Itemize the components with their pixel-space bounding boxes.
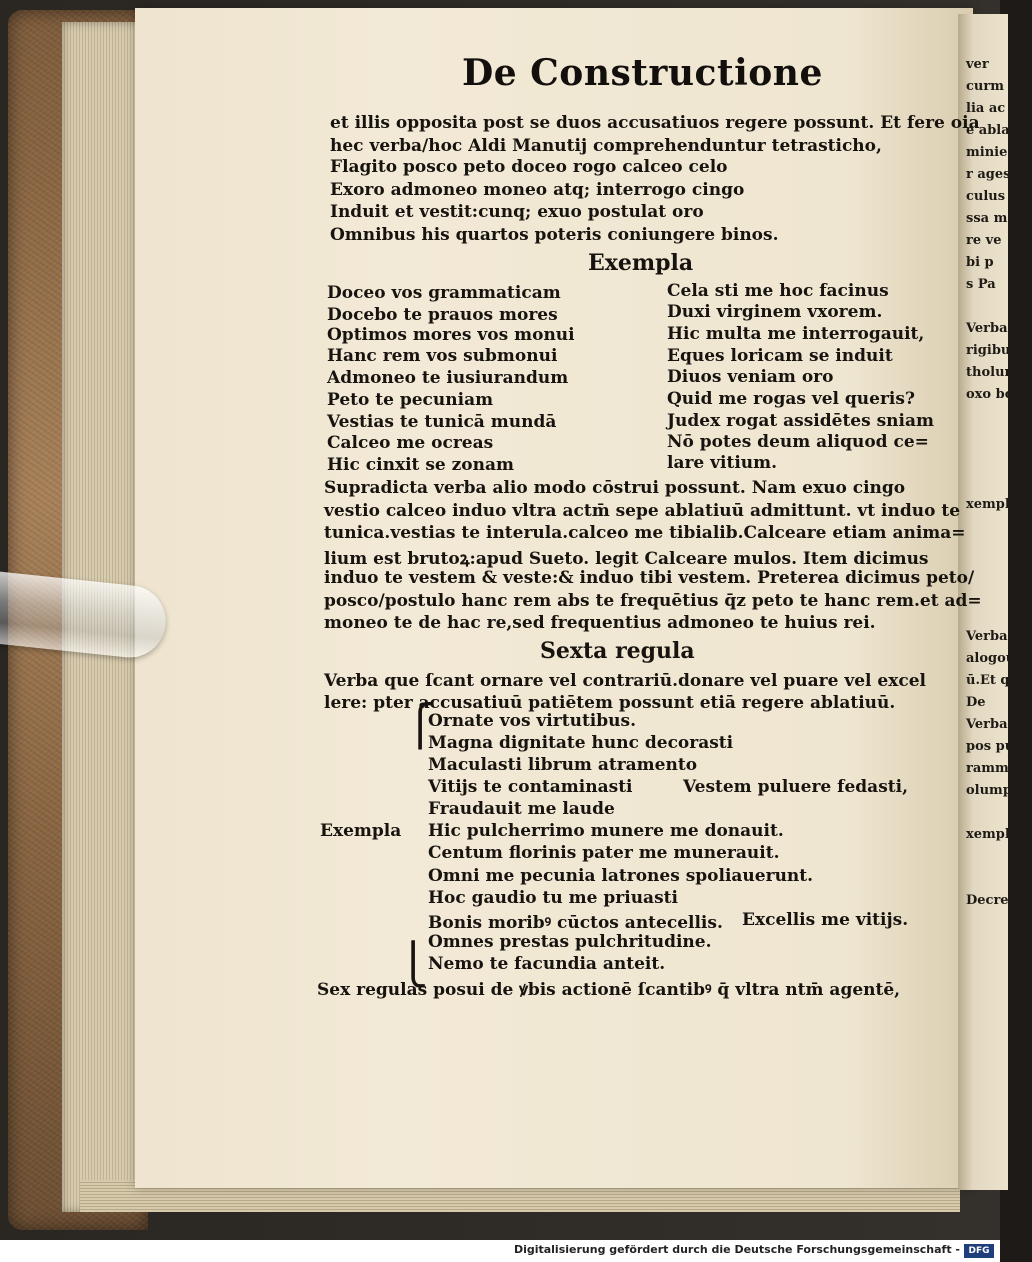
bracket-top: ⎧: [405, 703, 435, 749]
facing-page-line: minie: [966, 145, 1008, 160]
facing-page-line: Verba: [966, 321, 1008, 336]
dfg-logo: DFG: [964, 1244, 994, 1258]
paragraph-line: lium est brutoꝝ:apud Sueto. legit Calceare mulos. Item dicimus: [324, 549, 929, 569]
sexta-example: Vitijs te contaminasti: [428, 777, 633, 797]
sexta-side-example: Vestem puluere fedasti,: [683, 777, 908, 797]
exempla-left-item: Admoneo te iusiurandum: [327, 368, 569, 388]
facing-page-line: olumpta: [966, 783, 1027, 798]
exempla-right-item: Eques loricam se induit: [667, 346, 893, 366]
facing-page-line: s Pa: [966, 277, 996, 292]
closing-line: Sex regulas posui de ꝟbis actionē ſcantibꝰ q̄ vltra ntm̄ agentē,: [317, 980, 901, 1000]
paragraph-line: moneo te de hac re,sed frequentius admoneo te huius rei.: [324, 613, 876, 633]
exempla-left-item: Hanc rem vos submonui: [327, 346, 558, 366]
facing-page-line: [966, 428, 1010, 450]
facing-page-line: Verba: [966, 717, 1008, 732]
intro-line: Omnibus his quartos poteris coniungere binos.: [330, 225, 779, 245]
paragraph-line: induo te vestem & veste:& induo tibi vestem. Preterea dicimus peto/: [324, 568, 975, 588]
intro-line: hec verba/hoc Aldi Manutij comprehenduntur tetrasticho,: [330, 136, 882, 156]
sexta-side-example: Excellis me vitijs.: [742, 910, 909, 930]
facing-page-line: Decre: [966, 893, 1009, 908]
exempla-right-item: Quid me rogas vel queris?: [667, 389, 915, 409]
paragraph-line: Supradicta verba alio modo cōstrui possunt. Nam exuo cingo: [324, 478, 906, 498]
page-title: De Constructione: [462, 52, 823, 94]
paragraph-line: posco/postulo hanc rem abs te frequētius q̄z peto te hanc rem.et ad=: [324, 591, 982, 611]
sexta-example: Ornate vos virtutibus.: [428, 711, 636, 731]
intro-line: Flagito posco peto doceo rogo calceo celo: [330, 157, 728, 177]
facing-page-line: re ve: [966, 233, 1002, 248]
facing-page-line: [966, 516, 1010, 538]
facing-page-line: [966, 846, 1010, 868]
exempla-left-item: Peto te pecuniam: [327, 390, 494, 410]
facing-page-line: r ages: [966, 167, 1011, 182]
facing-page-line: [966, 472, 1010, 494]
exempla-right-item: Hic multa me interrogauit,: [667, 324, 925, 344]
sexta-example: Magna dignitate hunc decorasti: [428, 733, 734, 753]
exempla-left-item: Doceo vos grammaticam: [327, 283, 561, 303]
sexta-example: Hoc gaudio tu me priuasti: [428, 888, 678, 908]
facing-page-line: rigibus: [966, 343, 1018, 358]
sexta-example: Hic pulcherrimo munere me donauit.: [428, 821, 784, 841]
facing-page-line: [966, 538, 1010, 560]
sexta-example: Omni me pecunia latrones spoliauerunt.: [428, 866, 814, 886]
intro-line: Induit et vestit:cunq; exuo postulat oro: [330, 202, 704, 222]
exempla-right-item: Judex rogat assidētes sniam: [667, 411, 934, 431]
facing-page-line: bi p: [966, 255, 994, 270]
facing-page-line: tholum: [966, 365, 1019, 380]
facing-page-line: alogou: [966, 651, 1016, 666]
facing-page-line: ū.Et q: [966, 673, 1010, 688]
facing-page-line: pos puen: [966, 739, 1032, 754]
footer-credit: Digitalisierung gefördert durch die Deutsche Forschungsgemeinschaft -: [513, 1243, 960, 1256]
exempla-label: Exempla: [320, 821, 402, 841]
exempla-right-item: Cela sti me hoc facinus: [667, 281, 889, 301]
sexta-example: Maculasti librum atramento: [428, 755, 698, 775]
facing-page-line: culus: [966, 189, 1006, 204]
facing-page-line: xempla: [966, 827, 1019, 842]
facing-page-line: [966, 868, 1010, 890]
facing-page-line: lia ac: [966, 101, 1006, 116]
facing-page-line: [966, 450, 1010, 472]
facing-page-line: Verba: [966, 629, 1008, 644]
paragraph-line: tunica.vestias te interula.calceo me tibialib.Calceare etiam anima=: [324, 523, 966, 543]
sexta-example: Omnes prestas pulchritudine.: [428, 932, 712, 952]
exempla-left-item: Docebo te prauos mores: [327, 305, 558, 325]
exempla-left-item: Vestias te tunicā mundā: [327, 412, 557, 432]
exempla-heading: Exempla: [588, 250, 694, 276]
facing-page-line: ssa m: [966, 211, 1008, 226]
exempla-right-item: lare vitium.: [667, 453, 778, 473]
exempla-left-item: Hic cinxit se zonam: [327, 455, 514, 475]
bracket-bottom: ⎩: [398, 942, 428, 988]
sexta-text-line: Verba que ſcant ornare vel contrariū.donare vel puare vel excel: [324, 671, 926, 691]
facing-page-line: [966, 296, 1010, 318]
facing-page-line: De: [966, 695, 986, 710]
paragraph-line: vestio calceo induo vltra actm̄ sepe ablatiuū admittunt. vt induo te: [324, 501, 961, 521]
sexta-example: Nemo te facundia anteit.: [428, 954, 666, 974]
exempla-right-item: Duxi virginem vxorem.: [667, 302, 883, 322]
facing-page-line: xempla: [966, 497, 1019, 512]
facing-page-line: rammat: [966, 761, 1024, 776]
exempla-left-item: Optimos mores vos monui: [327, 325, 575, 345]
facing-page-line: oxo bo: [966, 387, 1014, 402]
facing-page-line: ver: [966, 57, 989, 72]
sexta-regula-heading: Sexta regula: [540, 638, 695, 664]
footer-bar: [0, 1240, 1000, 1262]
intro-line: Exoro admoneo moneo atq; interrogo cingo: [330, 180, 745, 200]
sexta-example: Bonis moribꝰ cūctos antecellis.: [428, 913, 723, 933]
sexta-example: Fraudauit me laude: [428, 799, 615, 819]
exempla-left-item: Calceo me ocreas: [327, 433, 494, 453]
exempla-right-item: Nō potes deum aliquod ce=: [667, 432, 929, 452]
exempla-right-item: Diuos veniam oro: [667, 367, 834, 387]
sexta-text-line: lere: pter accusatiuū patiētem possunt etiā regere ablatiuū.: [324, 693, 896, 713]
facing-page-text: [966, 54, 1032, 912]
intro-line: et illis opposita post se duos accusatiuos regere possunt. Et fere oia: [330, 113, 980, 133]
facing-page-line: curm: [966, 79, 1004, 94]
facing-page-line: e abla: [966, 123, 1010, 138]
facing-page-line: [966, 802, 1010, 824]
facing-page-line: [966, 406, 1010, 428]
sexta-example: Centum florinis pater me munerauit.: [428, 843, 780, 863]
